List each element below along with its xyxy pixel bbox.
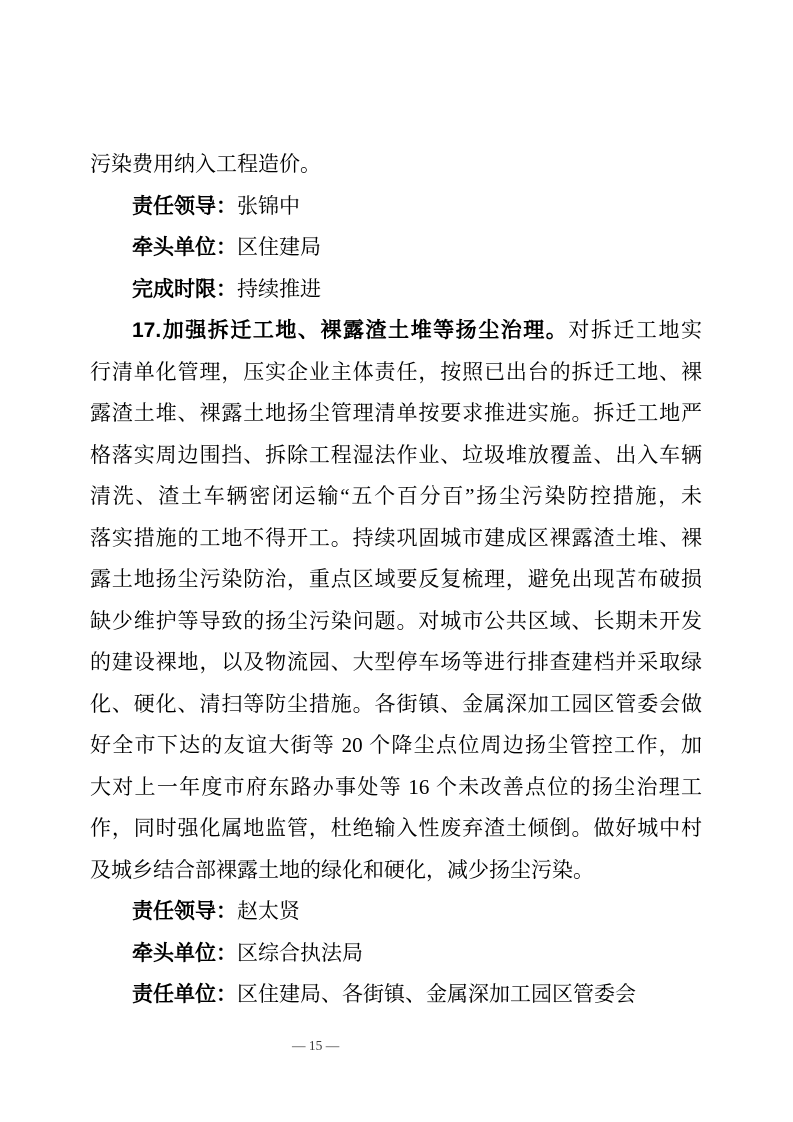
item-17-text: 对拆迁工地实 bbox=[568, 318, 702, 342]
field-label: 责任领导： bbox=[132, 194, 237, 218]
field-value: 区综合执法局 bbox=[237, 940, 363, 965]
item-17-line: 格落实周边围挡、拆除工程湿法作业、垃圾堆放覆盖、出入车辆 bbox=[90, 442, 702, 467]
field-value: 区住建局、各街镇、金属深加工园区管委会 bbox=[237, 982, 636, 1006]
field-value: 持续推进 bbox=[237, 276, 321, 301]
page-number: — 15 — bbox=[292, 1038, 340, 1053]
lead-unit-row bbox=[90, 227, 702, 269]
item-17-title: 17.加强拆迁工地、裸露渣土堆等扬尘治理。 bbox=[132, 319, 569, 342]
item-17-line: 行清单化管理，压实企业主体责任，按照已出台的拆迁工地、裸 bbox=[90, 359, 702, 384]
item-17-line: 大对上一年度市府东路办事处等 16 个未改善点位的扬尘治理工 bbox=[90, 774, 702, 799]
item-17-line: 落实措施的工地不得开工。持续巩固城市建成区裸露渣土堆、裸 bbox=[90, 525, 702, 550]
field-value: 区住建局 bbox=[237, 235, 321, 259]
item-17-line: 的建设裸地，以及物流园、大型停车场等进行排查建档并采取绿 bbox=[90, 650, 702, 674]
field-value: 赵太贤 bbox=[237, 899, 300, 923]
field-label: 完成时限： bbox=[132, 277, 237, 301]
lead-unit-row bbox=[90, 933, 702, 975]
item-17-line: 清洗、渣土车辆密闭运输“五个百分百”扬尘污染防控措施，未 bbox=[90, 484, 702, 508]
item-17-line: 缺少维护等导致的扬尘污染问题。对城市公共区域、长期未开发 bbox=[90, 608, 702, 633]
field-value: 张锦中 bbox=[237, 193, 300, 218]
paragraph-continuation-line: 污染费用纳入工程造价。 bbox=[90, 152, 321, 176]
field-label: 责任单位： bbox=[132, 983, 237, 1006]
responsibility-leader-row bbox=[90, 186, 702, 228]
field-label: 牵头单位： bbox=[132, 236, 237, 259]
responsibility-leader-row bbox=[90, 891, 702, 933]
item-17-last-line: 及城乡结合部裸露土地的绿化和硬化，减少扬尘污染。 bbox=[90, 857, 594, 882]
field-label: 责任领导： bbox=[132, 900, 237, 923]
item-17-line: 化、硬化、清扫等防尘措施。各街镇、金属深加工园区管委会做 bbox=[90, 691, 702, 716]
field-label: 牵头单位： bbox=[132, 941, 237, 965]
item-17-line: 好全市下达的友谊大街等 20 个降尘点位周边扬尘管控工作，加 bbox=[90, 733, 702, 757]
responsible-units-row bbox=[90, 974, 702, 1016]
deadline-row bbox=[90, 269, 702, 311]
item-17-line: 露渣土堆、裸露土地扬尘管理清单按要求推进实施。拆迁工地严 bbox=[90, 401, 702, 425]
item-17-line: 露土地扬尘污染防治，重点区域要反复梳理，避免出现苫布破损 bbox=[90, 567, 702, 591]
item-17-heading-line bbox=[90, 310, 702, 352]
item-17-line: 作，同时强化属地监管，杜绝输入性废弃渣土倾倒。做好城中村 bbox=[90, 816, 702, 840]
